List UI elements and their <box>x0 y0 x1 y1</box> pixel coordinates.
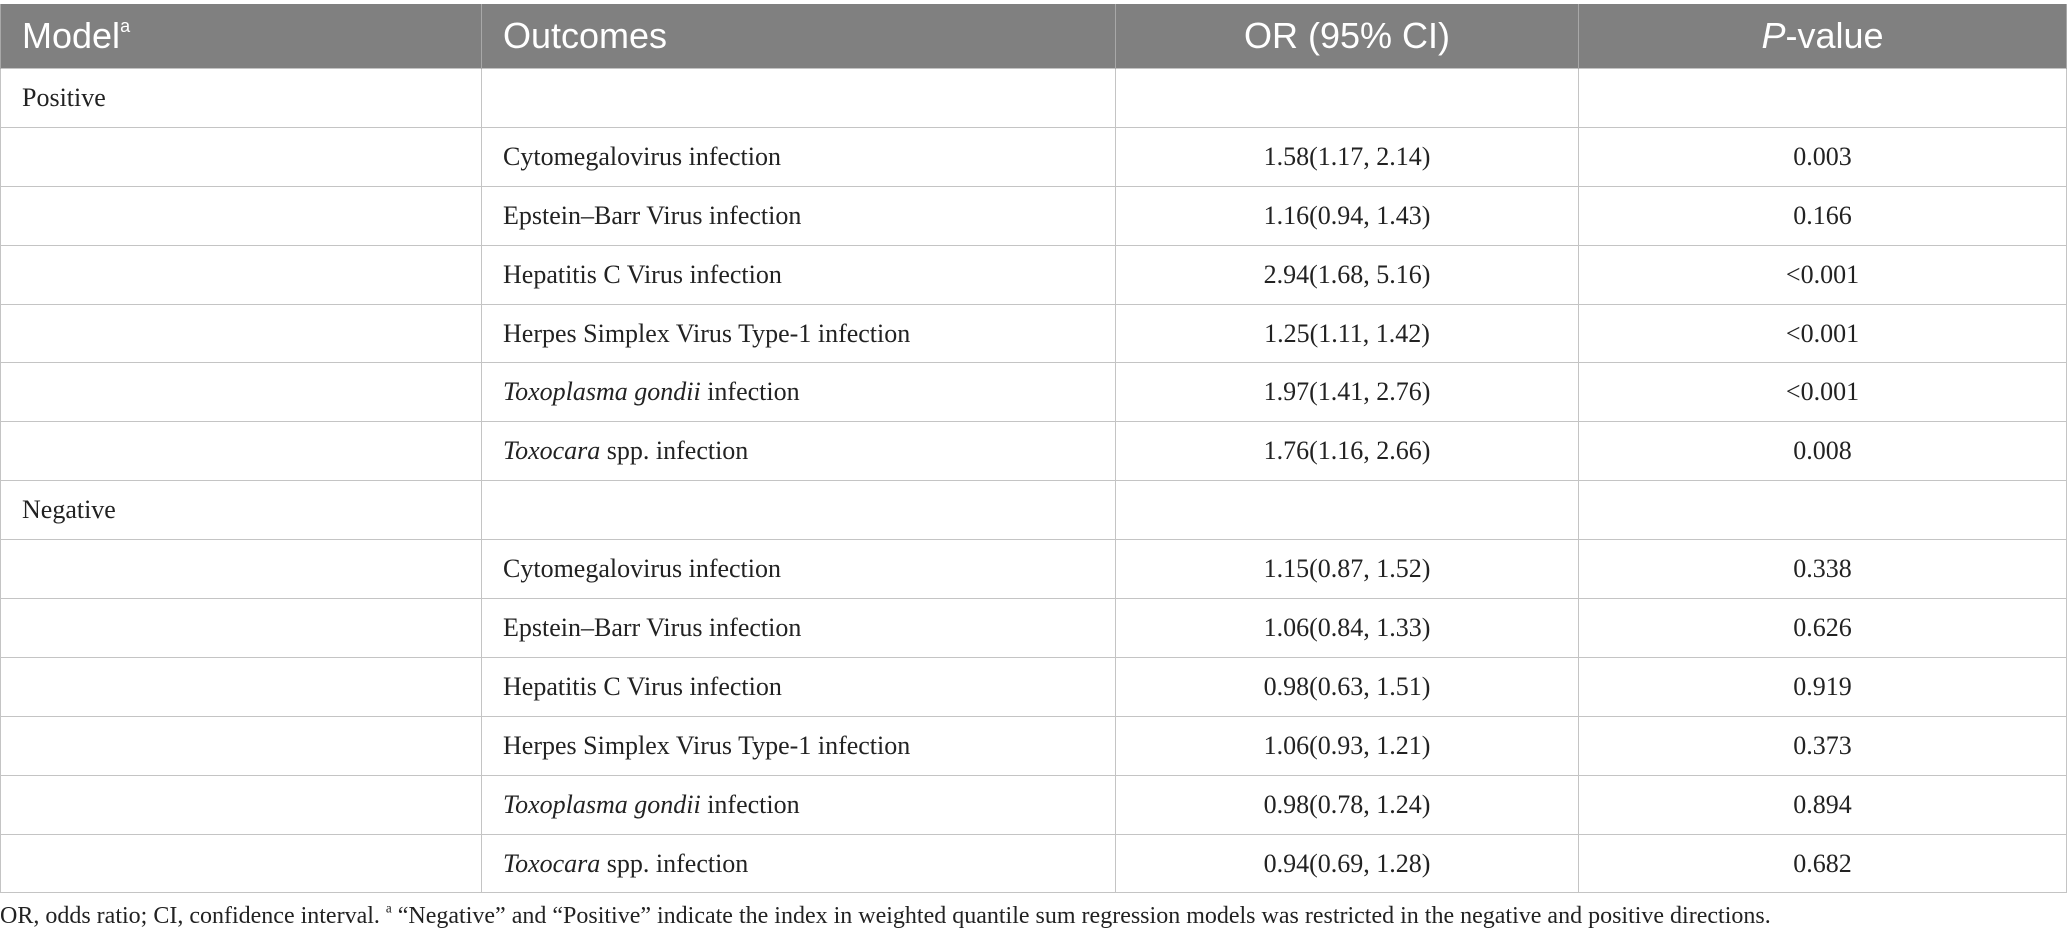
empty-cell <box>1116 69 1579 128</box>
header-model-footnote-marker: a <box>120 15 131 36</box>
or-cell: 1.97(1.41, 2.76) <box>1116 363 1579 422</box>
p-value-cell: 0.626 <box>1579 599 2067 658</box>
header-row <box>1 4 2067 69</box>
or-cell: 1.15(0.87, 1.52) <box>1116 540 1579 599</box>
table-row <box>1 716 2067 775</box>
or-cell: 0.98(0.63, 1.51) <box>1116 657 1579 716</box>
p-value-cell: 0.166 <box>1579 186 2067 245</box>
empty-cell <box>1 599 482 658</box>
p-value-cell: 0.894 <box>1579 775 2067 834</box>
empty-cell <box>1 245 482 304</box>
or-cell: 0.98(0.78, 1.24) <box>1116 775 1579 834</box>
results-table <box>0 4 2067 893</box>
table-row <box>1 304 2067 363</box>
empty-cell <box>1 127 482 186</box>
p-value-cell: <0.001 <box>1579 304 2067 363</box>
header-outcomes: Outcomes <box>482 4 1116 69</box>
outcome-cell: Cytomegalovirus infection <box>482 127 1116 186</box>
outcome-cell: Toxoplasma gondii infection <box>482 363 1116 422</box>
header-or: OR (95% CI) <box>1116 4 1579 69</box>
outcome-cell: Herpes Simplex Virus Type-1 infection <box>482 304 1116 363</box>
table-row <box>1 186 2067 245</box>
table-row <box>1 599 2067 658</box>
header-p-value: P-value <box>1579 4 2067 69</box>
empty-cell <box>1116 481 1579 540</box>
p-value-cell: 0.919 <box>1579 657 2067 716</box>
footnote-marker: a <box>385 900 392 916</box>
group-row-positive <box>1 69 2067 128</box>
empty-cell <box>1 186 482 245</box>
empty-cell <box>1579 481 2067 540</box>
or-cell: 1.58(1.17, 2.14) <box>1116 127 1579 186</box>
empty-cell <box>1579 69 2067 128</box>
empty-cell <box>1 363 482 422</box>
group-label: Negative <box>1 481 482 540</box>
header-model: Model$^a$ <box>1 4 482 69</box>
p-value-cell: 0.338 <box>1579 540 2067 599</box>
p-value-cell: 0.008 <box>1579 422 2067 481</box>
table-row <box>1 363 2067 422</box>
table-row <box>1 834 2067 893</box>
outcome-cell: Hepatitis C Virus infection <box>482 245 1116 304</box>
or-cell: 2.94(1.68, 5.16) <box>1116 245 1579 304</box>
table-row <box>1 540 2067 599</box>
p-value-cell: <0.001 <box>1579 245 2067 304</box>
outcome-cell: Epstein–Barr Virus infection <box>482 599 1116 658</box>
outcome-cell: Toxocara spp. infection <box>482 834 1116 893</box>
empty-cell <box>1 540 482 599</box>
empty-cell <box>1 716 482 775</box>
or-cell: 1.06(0.93, 1.21) <box>1116 716 1579 775</box>
p-value-cell: 0.003 <box>1579 127 2067 186</box>
or-cell: 1.06(0.84, 1.33) <box>1116 599 1579 658</box>
group-label: Positive <box>1 69 482 128</box>
table-row <box>1 245 2067 304</box>
empty-cell <box>1 304 482 363</box>
empty-cell <box>1 422 482 481</box>
p-value-cell: 0.373 <box>1579 716 2067 775</box>
table-footnote: OR, odds ratio; CI, confidence interval. $^a$ “Negative” and “Positive” indicate the index in weighted quantile sum regression models was restricted in the negative and positive directions. <box>0 900 1771 929</box>
or-cell: 0.94(0.69, 1.28) <box>1116 834 1579 893</box>
empty-cell <box>482 481 1116 540</box>
p-value-cell: <0.001 <box>1579 363 2067 422</box>
empty-cell <box>1 657 482 716</box>
or-cell: 1.16(0.94, 1.43) <box>1116 186 1579 245</box>
or-cell: 1.25(1.11, 1.42) <box>1116 304 1579 363</box>
p-value-cell: 0.682 <box>1579 834 2067 893</box>
outcome-cell: Toxoplasma gondii infection <box>482 775 1116 834</box>
outcome-cell: Toxocara spp. infection <box>482 422 1116 481</box>
outcome-cell: Epstein–Barr Virus infection <box>482 186 1116 245</box>
outcome-cell: Hepatitis C Virus infection <box>482 657 1116 716</box>
empty-cell <box>1 775 482 834</box>
or-cell: 1.76(1.16, 2.66) <box>1116 422 1579 481</box>
group-row-negative <box>1 481 2067 540</box>
empty-cell <box>482 69 1116 128</box>
table-row <box>1 127 2067 186</box>
empty-cell <box>1 834 482 893</box>
table-row <box>1 775 2067 834</box>
table-row <box>1 657 2067 716</box>
outcome-cell: Herpes Simplex Virus Type-1 infection <box>482 716 1116 775</box>
outcome-cell: Cytomegalovirus infection <box>482 540 1116 599</box>
table-row <box>1 422 2067 481</box>
